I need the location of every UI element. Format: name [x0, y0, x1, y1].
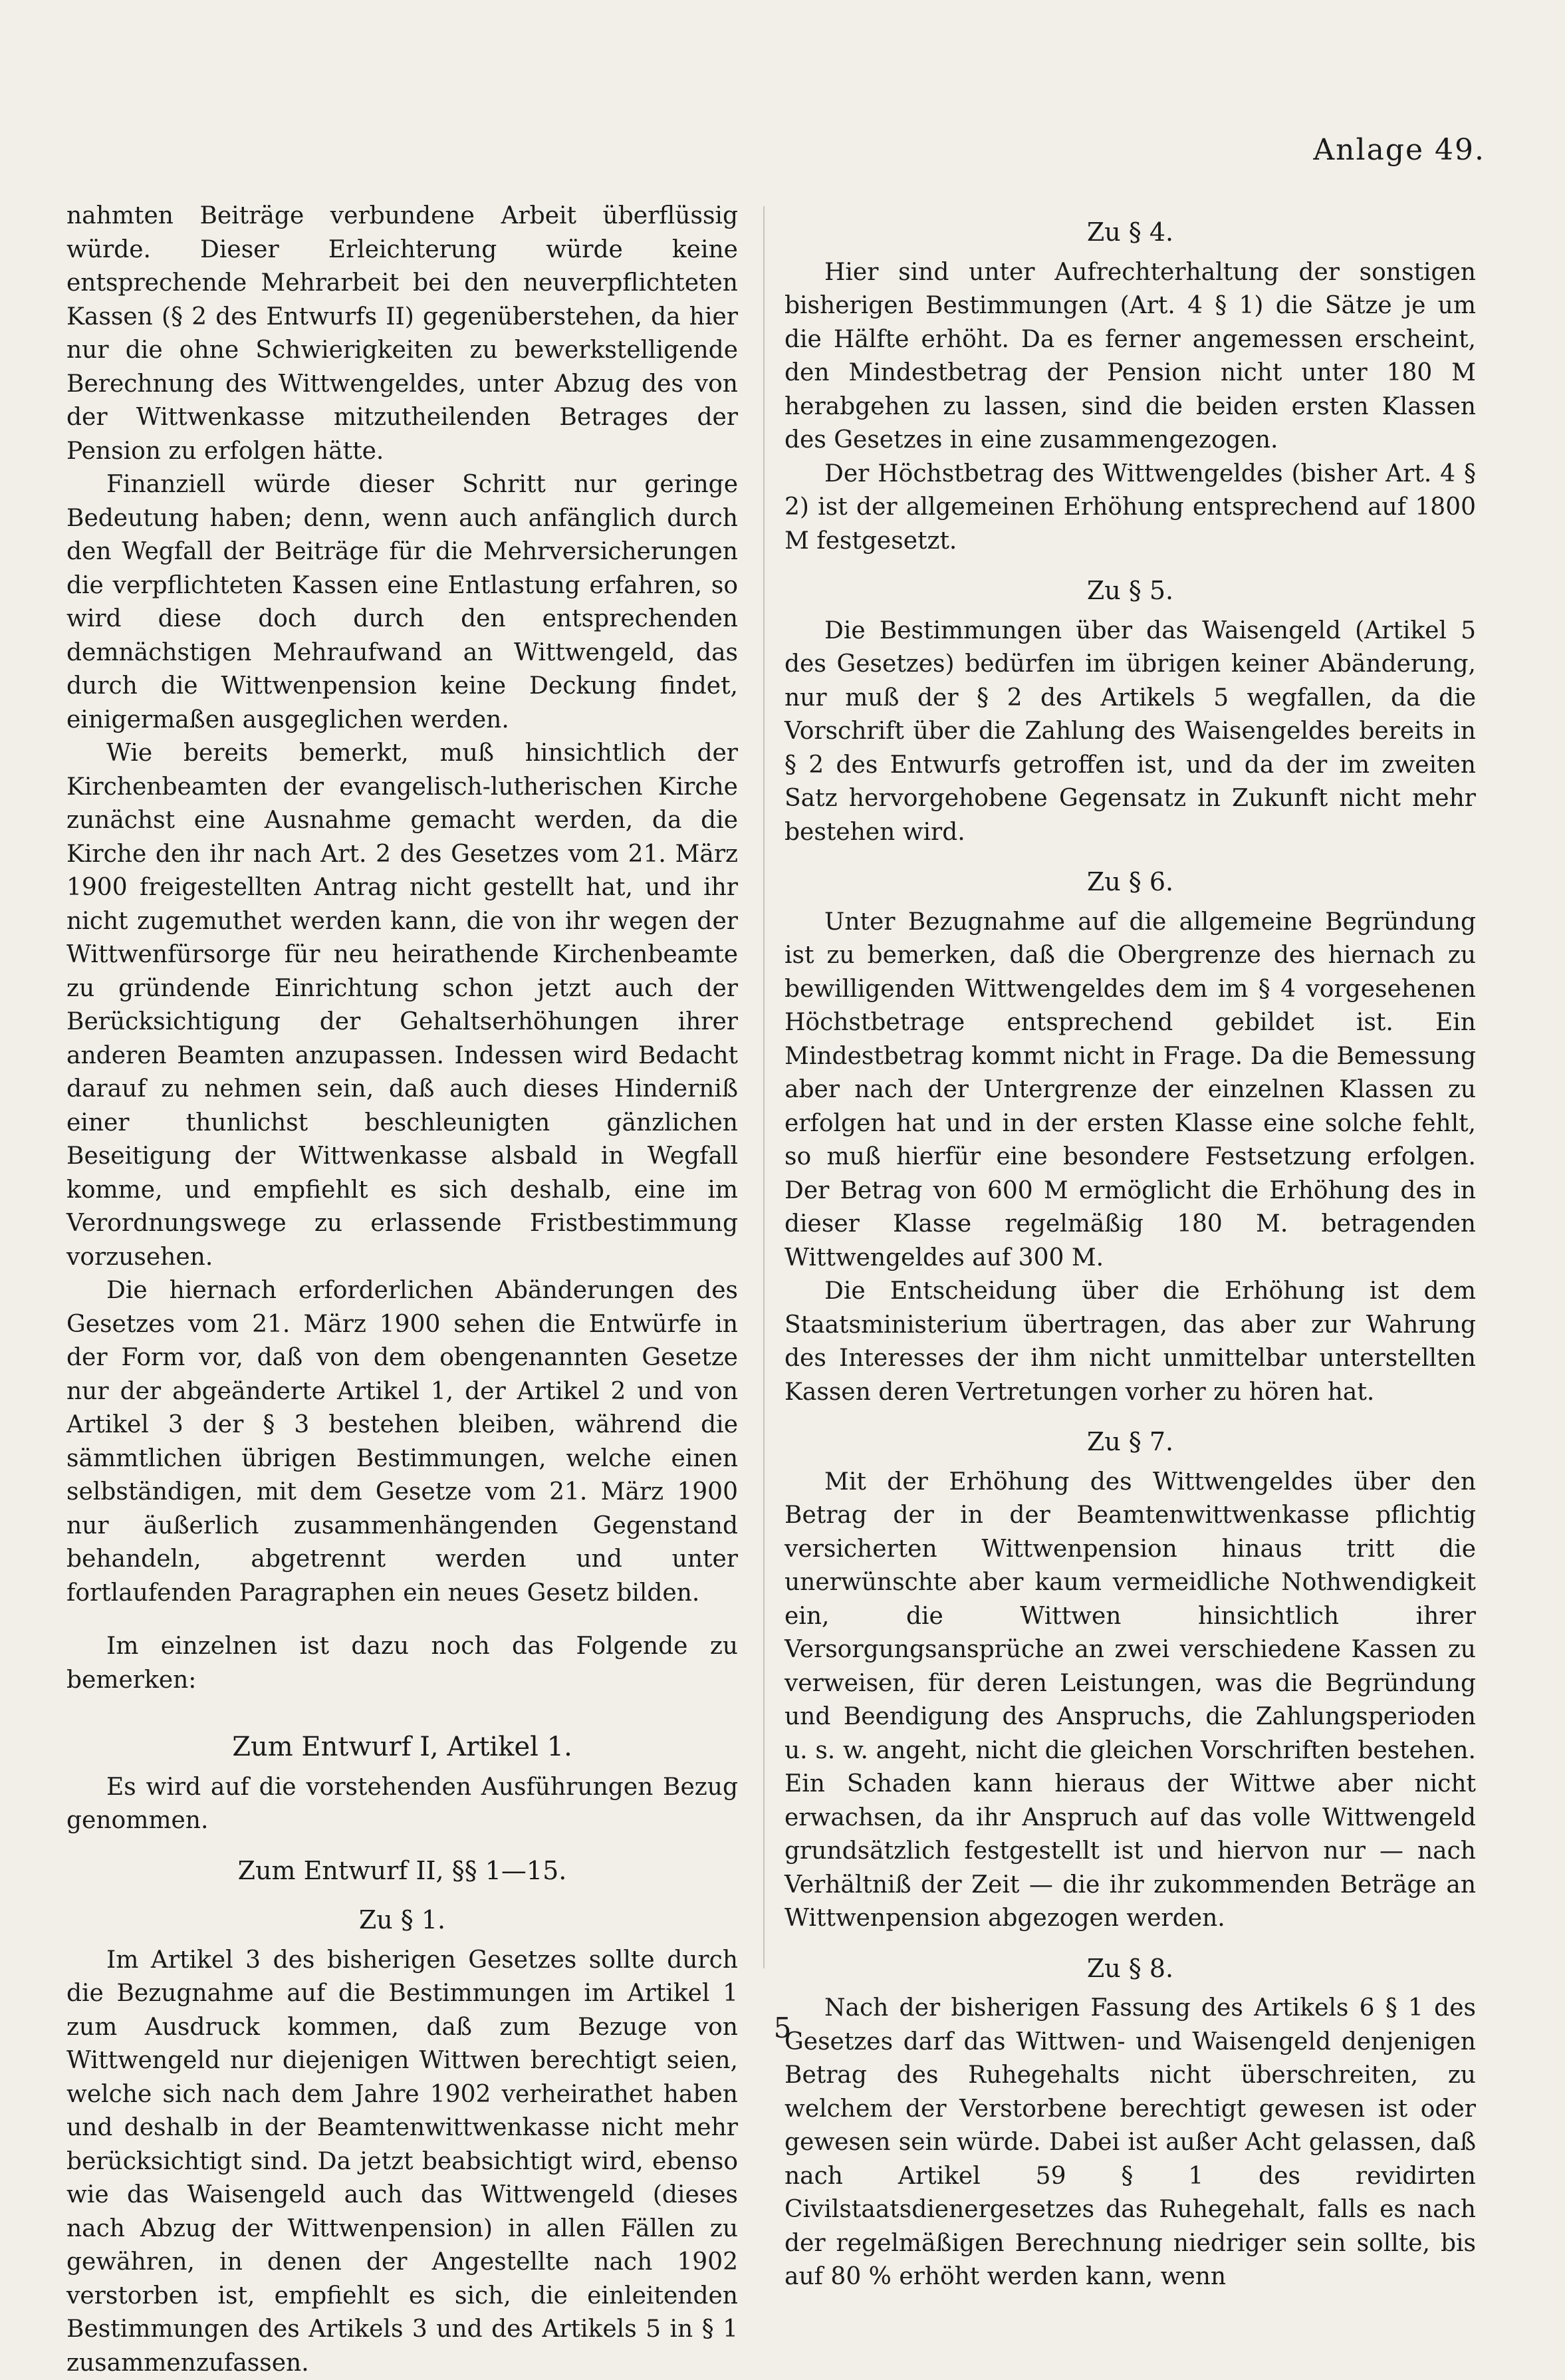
- paragraph: Es wird auf die vorstehenden Ausführungen Bezug genommen.: [66, 1771, 738, 1838]
- paragraph: Die hiernach erforderlichen Abänderungen des Gesetzes vom 21. März 1900 sehen die Entwürfe in der Form vor, daß von dem obengenannten Gesetze nur der abgeänderte Artikel 1, der Artikel 2 und von Artikel 3 der § 3 bestehen bleiben, während die sämmtlichen übrigen Bestimmungen, welche einen selbständigen, mit dem Gesetze vom 21. März 1900 nur äußerlich zusammenhängenden Gegenstand behandeln, abgetrennt werden und unter fortlaufenden Paragraphen ein neues Gesetz bilden.: [66, 1274, 738, 1610]
- left-column: [66, 199, 738, 2380]
- paragraph: Mit der Erhöhung des Wittwengeldes über den Betrag der in der Beamtenwittwenkasse pflichtig versicherten Wittwenpension hinaus tritt die unerwünschte aber kaum vermeidliche Nothwendigkeit ein, die Wittwen hinsichtlich ihrer Versorgungsansprüche an zwei verschiedene Kassen zu verweisen, für deren Leistungen, was die Begründung und Beendigung des Anspruchs, die Zahlungsperioden u. s. w. angeht, nicht die gleichen Vorschriften bestehen. Ein Schaden kann hieraus der Wittwe aber nicht erwachsen, da ihr Anspruch auf das volle Wittwengeld grundsätzlich festgestellt ist und hiervon nur — nach Verhältniß der Zeit — die ihr zukommenden Beträge an Wittwenpension abgezogen werden.: [784, 1466, 1476, 1936]
- section-heading: Zu § 7.: [784, 1425, 1476, 1459]
- paragraph: Nach der bisherigen Fassung des Artikels 6 § 1 des Gesetzes darf das Wittwen- und Waisengeld denjenigen Betrag des Ruhegehalts nicht überschreiten, zu welchem der Verstorbene berechtigt gewesen ist oder gewesen sein würde. Dabei ist außer Acht gelassen, daß nach Artikel 59 § 1 des revidirten Civilstaatsdienergesetzes das Ruhegehalt, falls es nach der regelmäßigen Berechnung niedriger sein sollte, bis auf 80 % erhöht werden kann, wenn: [784, 1992, 1476, 2294]
- annex-label: Anlage 49.: [1313, 133, 1485, 167]
- column-divider: [763, 206, 765, 1968]
- section-heading: Zu § 6.: [784, 865, 1476, 899]
- section-heading: Zu § 1.: [66, 1903, 738, 1937]
- section-heading: Zum Entwurf II, §§ 1—15.: [66, 1854, 738, 1888]
- paragraph: Die Entscheidung über die Erhöhung ist dem Staatsministerium übertragen, das aber zur Wahrung des Interesses der ihm nicht unmittelbar unterstellten Kassen deren Vertretungen vorher zu hören hat.: [784, 1275, 1476, 1409]
- paragraph: Die Bestimmungen über das Waisengeld (Artikel 5 des Gesetzes) bedürfen im übrigen keiner Abänderung, nur muß der § 2 des Artikels 5 wegfallen, da die Vorschrift über die Zahlung des Waisengeldes bereits in § 2 des Entwurfs getroffen ist, und da der im zweiten Satz hervorgehobene Gegensatz in Zukunft nicht mehr bestehen wird.: [784, 614, 1476, 850]
- right-column: [784, 199, 1476, 2294]
- section-heading: Zu § 4.: [784, 215, 1476, 249]
- paragraph: Finanziell würde dieser Schritt nur geringe Bedeutung haben; denn, wenn auch anfänglich durch den Wegfall der Beiträge für die Mehrversicherungen die verpflichteten Kassen eine Entlastung erfahren, so wird diese doch durch den entsprechenden demnächstigen Mehraufwand an Wittwengeld, das durch die Wittwenpension keine Deckung findet, einigermaßen ausgeglichen werden.: [66, 468, 738, 737]
- paragraph: Im Artikel 3 des bisherigen Gesetzes sollte durch die Bezugnahme auf die Bestimmungen im Artikel 1 zum Ausdruck kommen, daß zum Bezuge von Wittwengeld nur diejenigen Wittwen berechtigt seien, welche sich nach dem Jahre 1902 verheirathet haben und deshalb in der Beamtenwittwenkasse nicht mehr berücksichtigt sind. Da jetzt beabsichtigt wird, ebenso wie das Waisengeld auch das Wittwengeld (dieses nach Abzug der Wittwenpension) in allen Fällen zu gewähren, in denen der Angestellte nach 1902 verstorben ist, empfiehlt es sich, die einleitenden Bestimmungen des Artikels 3 und des Artikels 5 in § 1 zusammenzufassen.: [66, 1944, 738, 2380]
- paragraph: Wie bereits bemerkt, muß hinsichtlich der Kirchenbeamten der evangelisch-lutherischen Kirche zunächst eine Ausnahme gemacht werden, da die Kirche den ihr nach Art. 2 des Gesetzes vom 21. März 1900 freigestellten Antrag nicht gestellt hat, und ihr nicht zugemuthet werden kann, die von ihr wegen der Wittwenfürsorge für neu heirathende Kirchenbeamte zu gründende Einrichtung schon jetzt auch der Berücksichtigung der Gehaltserhöhungen ihrer anderen Beamten anzupassen. Indessen wird Bedacht darauf zu nehmen sein, daß auch dieses Hinderniß einer thunlichst beschleunigten gänzlichen Beseitigung der Wittwenkasse alsbald in Wegfall komme, und empfiehlt es sich deshalb, eine im Verordnungswege zu erlassende Fristbestimmung vorzusehen.: [66, 737, 738, 1274]
- paragraph: Hier sind unter Aufrechterhaltung der sonstigen bisherigen Bestimmungen (Art. 4 § 1) die Sätze je um die Hälfte erhöht. Da es ferner angemessen erscheint, den Mindestbetrag der Pension nicht unter 180 M herabgehen zu lassen, sind die beiden ersten Klassen des Gesetzes in eine zusammengezogen.: [784, 256, 1476, 458]
- section-heading: Zu § 8.: [784, 1952, 1476, 1986]
- paragraph: Unter Bezugnahme auf die allgemeine Begründung ist zu bemerken, daß die Obergrenze des hiernach zu bewilligenden Wittwengeldes dem im § 4 vorgesehenen Höchstbetrage entsprechend gebildet ist. Ein Mindestbetrag kommt nicht in Frage. Da die Bemessung aber nach der Untergrenze der einzelnen Klassen zu erfolgen hat und in der ersten Klasse eine solche fehlt, so muß hierfür eine besondere Festsetzung erfolgen. Der Betrag von 600 M ermöglicht die Erhöhung des in dieser Klasse regelmäßig 180 M. betragenden Wittwengeldes auf 300 M.: [784, 906, 1476, 1275]
- paragraph: Der Höchstbetrag des Wittwengeldes (bisher Art. 4 § 2) ist der allgemeinen Erhöhung entsprechend auf 1800 M festgesetzt.: [784, 458, 1476, 559]
- paragraph: nahmten Beiträge verbundene Arbeit überflüssig würde. Dieser Erleichterung würde keine entsprechende Mehrarbeit bei den neuverpflichteten Kassen (§ 2 des Entwurfs II) gegenüberstehen, da hier nur die ohne Schwierigkeiten zu bewerkstelligende Berechnung des Wittwengeldes, unter Abzug des von der Wittwenkasse mitzutheilenden Betrages der Pension zu erfolgen hätte.: [66, 199, 738, 468]
- section-heading: Zum Entwurf I, Artikel 1.: [66, 1730, 738, 1764]
- paragraph: Im einzelnen ist dazu noch das Folgende zu bemerken:: [66, 1630, 738, 1697]
- section-heading: Zu § 5.: [784, 574, 1476, 608]
- page-number: 5: [0, 2012, 1565, 2044]
